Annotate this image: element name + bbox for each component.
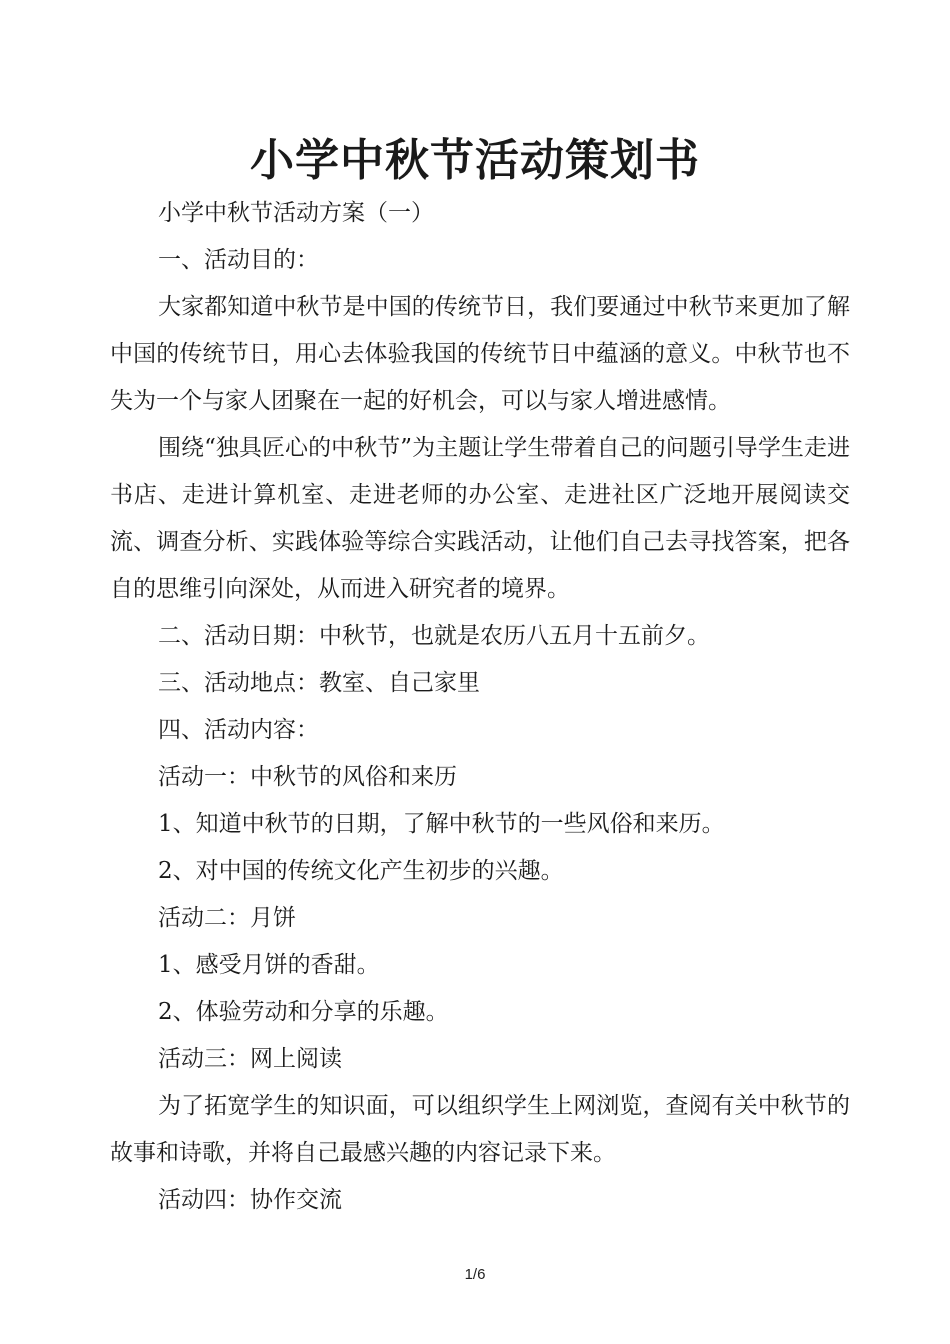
paragraph: 2、对中国的传统文化产生初步的兴趣。	[158, 858, 564, 884]
document-title: 小学中秋节活动策划书	[250, 135, 700, 187]
paragraph: 二、活动日期：中秋节，也就是农历八五月十五前夕。	[158, 623, 710, 649]
paragraph: 活动四：协作交流	[158, 1187, 342, 1213]
paragraph: 围绕“独具匠心的中秋节”为主题让学生带着自己的问题引导学生走进书店、走进计算机室、走进老师的办公室、走进社区广泛地开展阅读交流、调查分析、实践体验等综合实践活动，让他们自己去寻找答案，把各自的思维引向深处，从而进入研究者的境界。	[110, 435, 850, 602]
paragraph: 一、活动目的：	[158, 247, 319, 273]
paragraph: 为了拓宽学生的知识面，可以组织学生上网浏览，查阅有关中秋节的故事和诗歌，并将自己最感兴趣的内容记录下来。	[110, 1093, 850, 1166]
paragraph: 三、活动地点：教室、自己家里	[158, 670, 480, 696]
document-body	[110, 190, 850, 1224]
paragraph: 大家都知道中秋节是中国的传统节日，我们要通过中秋节来更加了解中国的传统节日，用心去体验我国的传统节日中蕴涵的意义。中秋节也不失为一个与家人团聚在一起的好机会，可以与家人增进感情。	[110, 294, 850, 414]
paragraph: 2、体验劳动和分享的乐趣。	[158, 999, 449, 1025]
page-number: 1/6	[464, 1266, 486, 1283]
paragraph: 四、活动内容：	[158, 717, 319, 743]
paragraph: 活动二：月饼	[158, 905, 296, 931]
paragraph: 活动一：中秋节的风俗和来历	[158, 764, 457, 790]
paragraph: 活动三：网上阅读	[158, 1046, 342, 1072]
paragraph: 1、知道中秋节的日期，了解中秋节的一些风俗和来历。	[158, 811, 725, 837]
paragraph: 1、感受月饼的香甜。	[158, 952, 380, 978]
paragraph: 小学中秋节活动方案（一）	[158, 200, 434, 226]
